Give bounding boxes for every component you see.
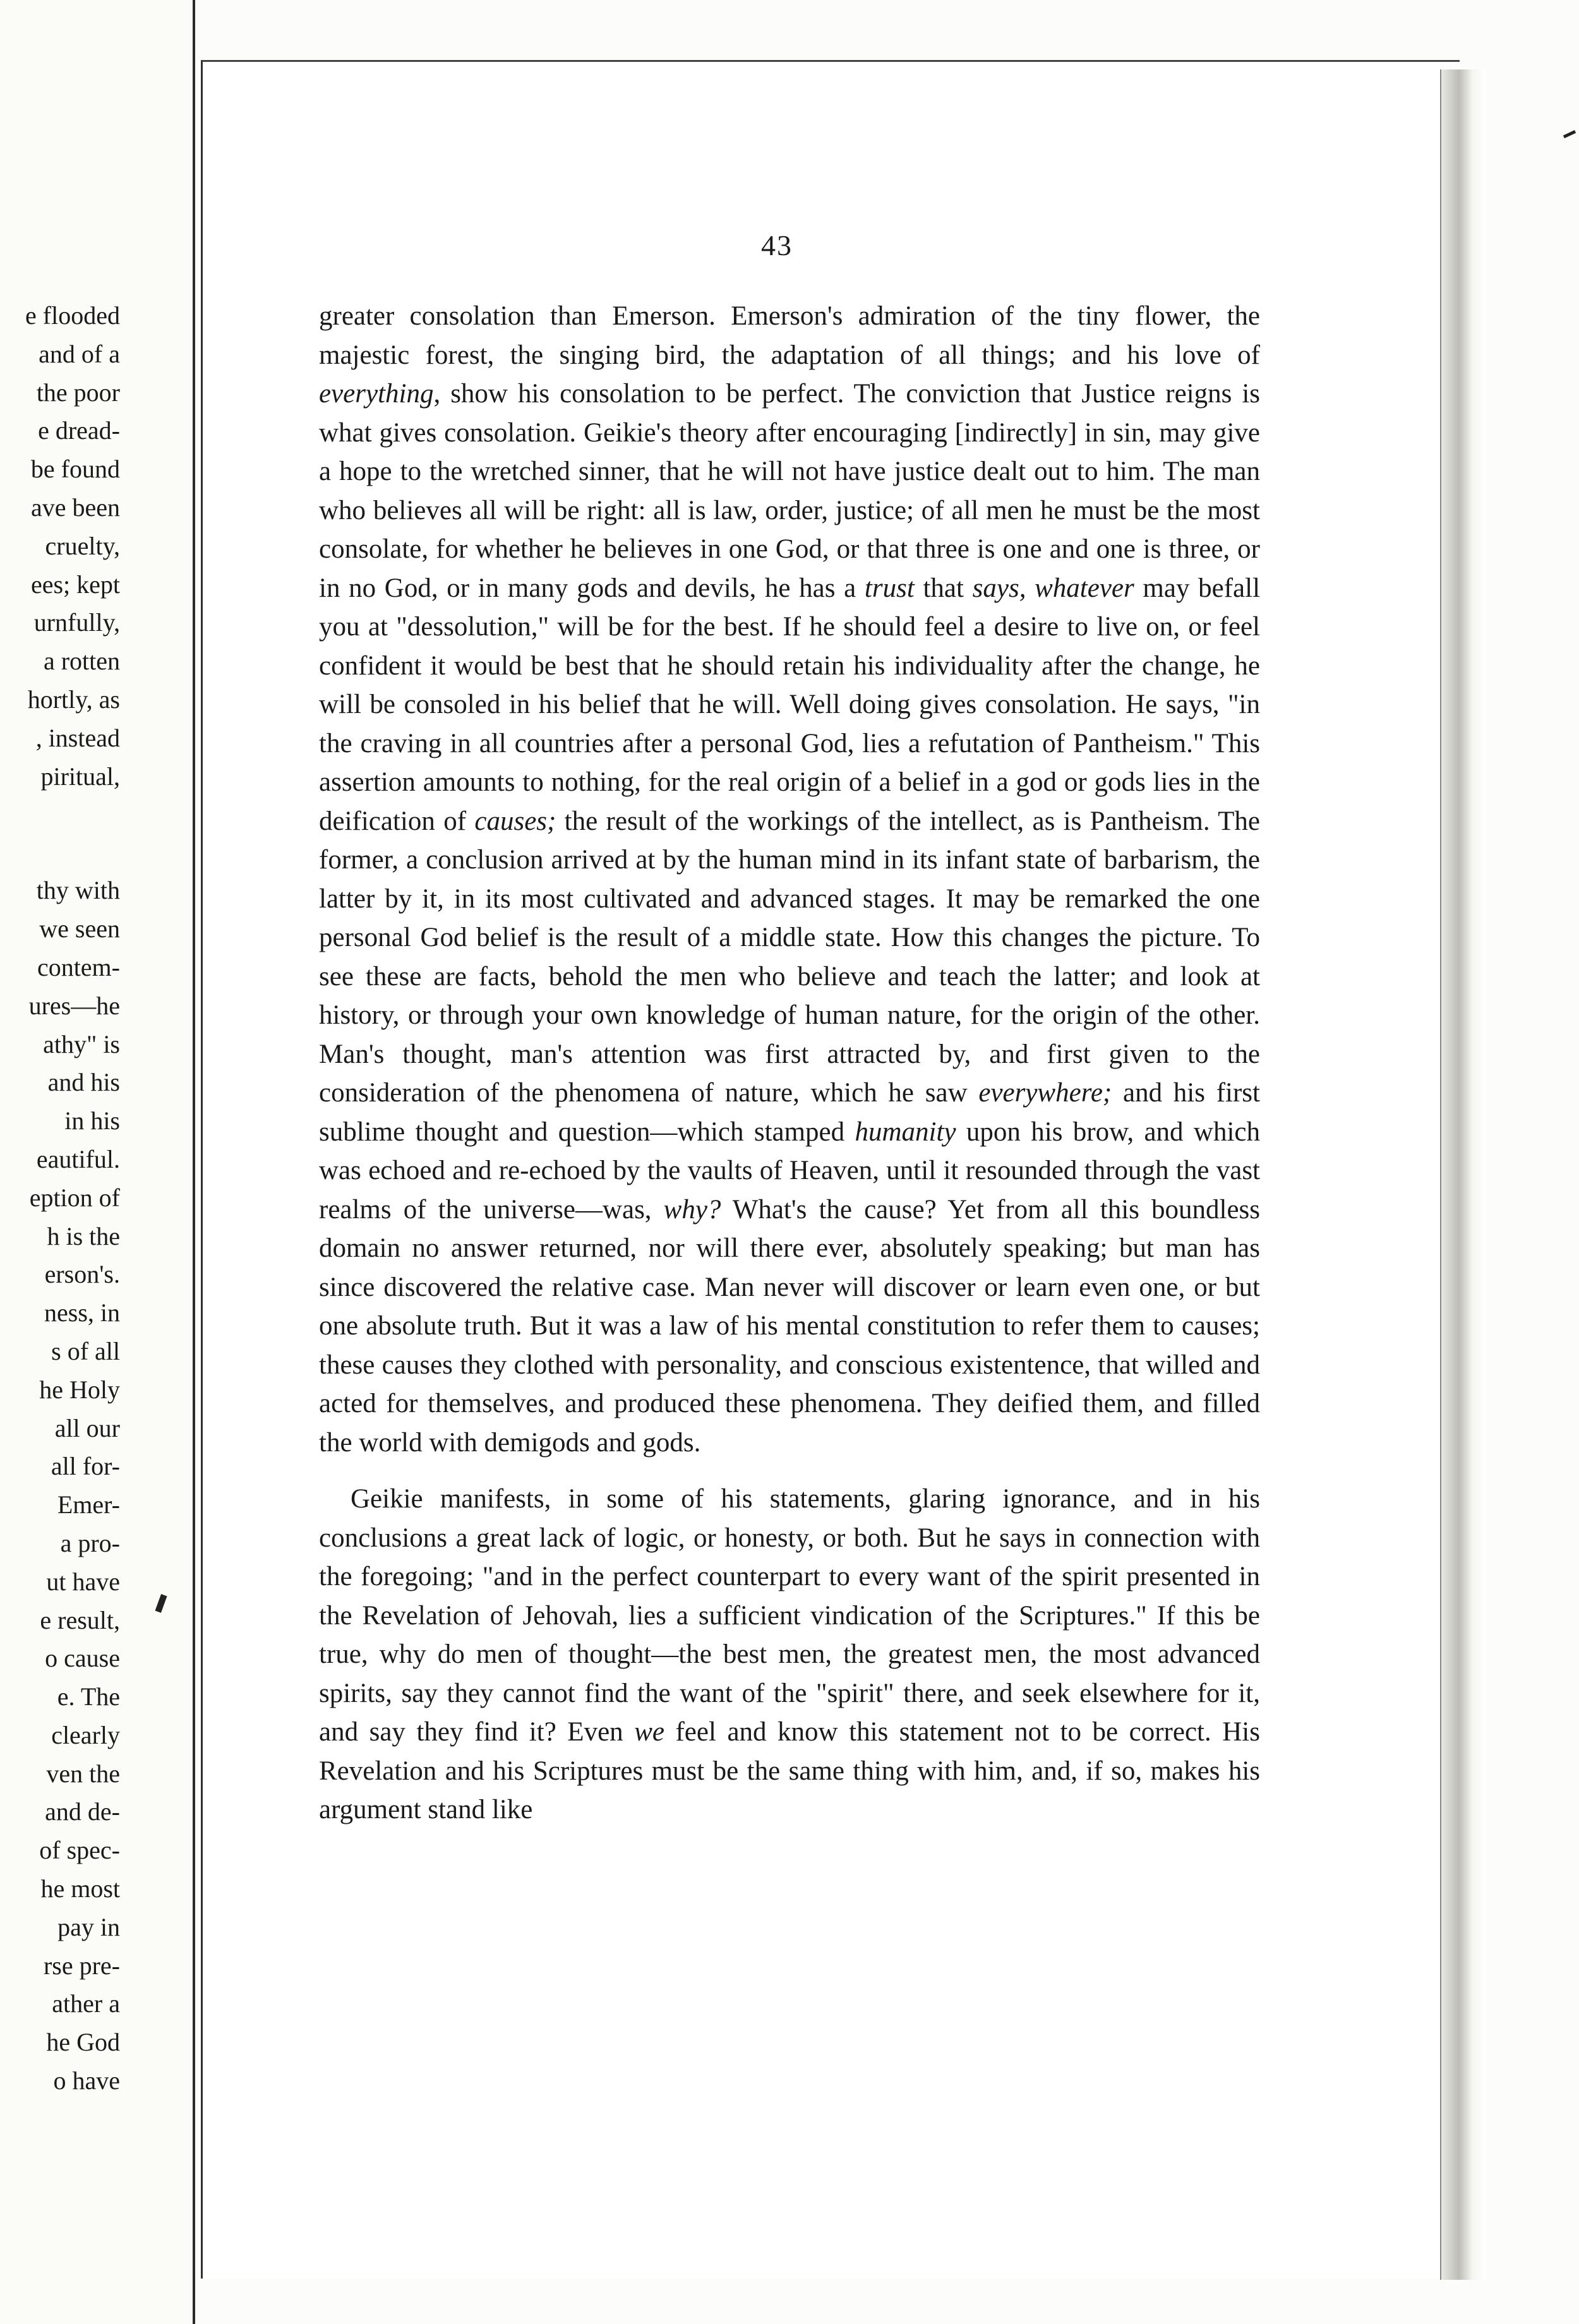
left-line: thy with — [36, 876, 120, 905]
left-line: o have — [53, 2066, 120, 2095]
left-line: we seen — [39, 914, 120, 943]
page-number: 43 — [761, 229, 793, 261]
text-run: that — [914, 573, 973, 603]
left-block-2 — [0, 872, 120, 2100]
text-run: may befall you at "dessolution," will be for the best. If he should feel a desire to live on, or feel confident it would be best that he should retain his individuality after the change, he will be consoled in his belief that he will. Well doing gives consolation. He says, "in the craving in all countries after a personal God, lies a refutation of Pantheism." This assertion amounts to nothing, for the real origin of a belief in a god or gods lies in the deification of — [319, 573, 1261, 836]
text-run: greater consolation than Emerson. Emerson's admiration of the tiny flower, the majestic forest, the singing bird, the adaptation of all things; and his love of — [319, 301, 1260, 370]
left-line: clearly — [51, 1720, 120, 1749]
left-line: the poor — [36, 378, 120, 407]
left-line: and of a — [39, 339, 120, 368]
left-line: he most — [40, 1874, 120, 1903]
left-line: in his — [64, 1106, 120, 1135]
paragraph — [319, 1480, 1260, 1830]
previous-page-fragment — [0, 0, 195, 2324]
left-line: o cause — [45, 1644, 120, 1673]
left-line: ness, in — [44, 1298, 120, 1327]
left-line: contem- — [37, 952, 120, 981]
left-line: he Holy — [39, 1375, 120, 1404]
italic-run: everything — [319, 379, 434, 409]
italic-run: says, whatever — [972, 573, 1134, 603]
paragraph — [319, 297, 1260, 1462]
left-line: pay in — [57, 1912, 120, 1941]
text-run: the result of the workings of the intellect, as is Pantheism. The former, a conclusion arrived at by the human mind in its infant state of barbarism, the latter by it, in its most cultivated and advanced stages. It may be remarked the one personal God belief is the result of a middle state. How this changes the picture. To see these are facts, behold the men who believe and teach the latter; and look at history, or through your own knowledge of human nature, for the origin of the other. Man's thought, man's attention was first attracted by, and first given to the consideration of the phenomena of nature, which he saw — [319, 806, 1261, 1108]
text-run: upon his brow, and which was echoed and re-echoed by the vaults of Heaven, until it resounded through the vast realms of the universe—was, — [319, 1117, 1260, 1225]
text-run: What's the cause? Yet from all this boundless domain no answer returned, nor will there ever, absolutely speaking; but man has since discovered the relative case. Man never will discover or learn even one, or but one absolute truth. But it was a law of his mental constitution to refer them to causes; these causes they clothed with personality, and conscious existentence, that willed and acted for themselves, and produced these phenomena. They deified them, and filled the world with demigods and gods. — [319, 1194, 1261, 1458]
left-line: of spec- — [39, 1836, 120, 1865]
left-line: e flooded — [25, 301, 120, 330]
italic-run: causes; — [474, 806, 556, 836]
left-line: , instead — [35, 723, 120, 752]
left-line: e. The — [57, 1682, 120, 1711]
page-edge-shadow — [1440, 69, 1486, 2280]
left-line: he God — [46, 2028, 120, 2057]
left-line: all for- — [51, 1452, 120, 1481]
left-line: ave been — [30, 493, 120, 522]
left-line: ven the — [46, 1759, 120, 1788]
text-run: Geikie manifests, in some of his statements, glaring ignorance, and in his conclusions a great lack of logic, or honesty, or both. But he says in connection with the foregoing; "and in the perfect counterpart to every want of the spirit presented in the Revelation of Jehovah, lies a sufficient vindication of the Scriptures." If this be true, why do men of thought—the best men, the greatest men, the most advanced spirits, say they cannot find the want of the "spirit" there, and seek elsewhere for it, and say they find it? Even — [319, 1484, 1260, 1747]
text-run: and his first sublime thought and question—which stamped — [319, 1078, 1260, 1147]
italic-run: trust — [864, 573, 915, 603]
left-line: hortly, as — [27, 685, 120, 714]
page-body — [319, 297, 1260, 1830]
left-line: piritual, — [40, 762, 120, 791]
left-line: a rotten — [43, 647, 120, 676]
italic-run: we — [634, 1717, 664, 1747]
left-line: eautiful. — [36, 1144, 120, 1173]
left-line: e dread- — [38, 416, 120, 445]
left-line: eption of — [29, 1183, 120, 1212]
left-line: e result, — [40, 1605, 120, 1634]
text-run: feel and know this statement not to be correct. His Revelation and his Scriptures must be the same thing with him, and, if so, makes his argument stand like — [319, 1717, 1260, 1824]
left-line: ather a — [52, 1989, 120, 2018]
left-line: cruelty, — [45, 531, 120, 560]
left-line: h is the — [47, 1221, 120, 1250]
previous-page-text — [0, 297, 120, 2100]
left-block-1 — [0, 297, 120, 796]
left-line: ures—he — [28, 991, 120, 1020]
left-line: urnfully, — [33, 608, 120, 637]
left-line: Emer- — [57, 1490, 120, 1519]
left-gap — [0, 796, 120, 872]
left-line: rse pre- — [43, 1951, 120, 1980]
italic-run: everywhere; — [978, 1078, 1112, 1108]
left-line: and de- — [45, 1797, 120, 1826]
left-line: and his — [47, 1068, 120, 1097]
italic-run: humanity — [855, 1117, 956, 1147]
left-line: athy" is — [43, 1029, 120, 1058]
left-line: a pro- — [60, 1528, 120, 1557]
text-run: , show his consolation to be perfect. The conviction that Justice reigns is what gives consolation. Geikie's theory after encouraging [indirectly] in sin, may give a hope to the wretched sinner, that he will not have justice dealt out to him. The man who believes all will be right: all is law, order, justice; of all men he must be the most consolate, for whether he believes in one God, or that three is one and one is three, or in no God, or in many gods and devils, he has a — [319, 379, 1260, 603]
left-line: ut have — [46, 1567, 120, 1596]
left-line: be found — [30, 455, 120, 484]
left-line: all our — [54, 1413, 120, 1442]
left-line: erson's. — [44, 1260, 120, 1289]
left-line: s of all — [51, 1336, 120, 1365]
italic-run: why? — [663, 1194, 721, 1225]
left-line: ees; kept — [30, 570, 120, 599]
